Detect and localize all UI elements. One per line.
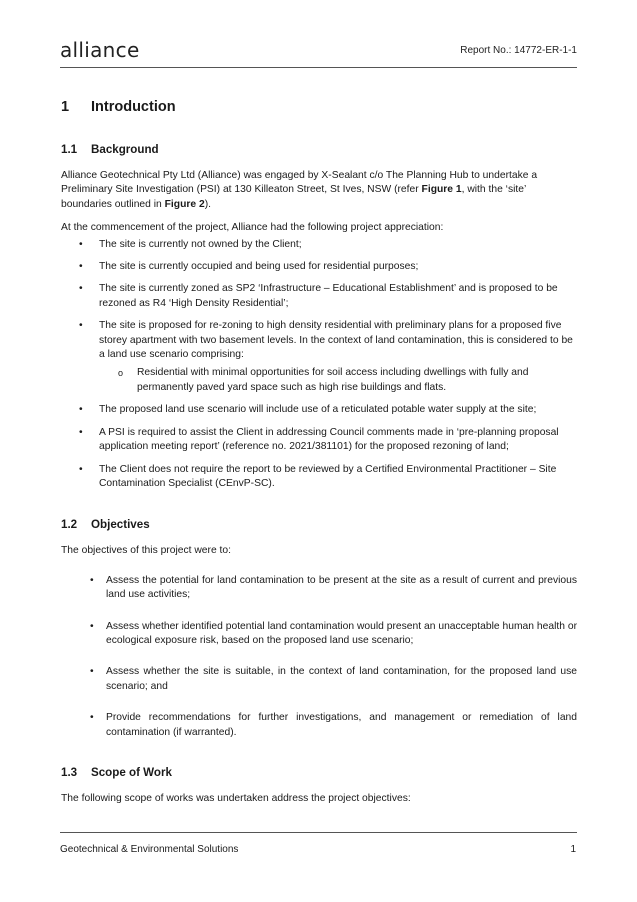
list-item-text: A PSI is required to assist the Client in addressing Council comments made in ‘pre-planning proposal application meeting report’ (reference no. 2021/381101) for the proposed rezoning of land; (99, 426, 559, 453)
subsection-title: Objectives (91, 518, 150, 532)
list-item-text: The site is currently occupied and being used for residential purposes; (99, 261, 419, 273)
background-paragraph (61, 169, 577, 212)
paragraph-text: Alliance Geotechnical Pty Ltd (Alliance) was engaged by X-Sealant c/o The Planning Hub to undertake a Preliminary Site Investigation (PSI) at 130 Killeaton Street, St Ives, NSW (refer (61, 170, 538, 196)
subsection-number: 1.3 (61, 765, 78, 779)
list-item-text: The site is currently not owned by the Client; (99, 238, 302, 250)
list-item-text: The proposed land use scenario will include use of a reticulated potable water supply at the site; (99, 404, 537, 416)
figure-reference: Figure 1 (421, 184, 462, 196)
section-number: 1 (61, 99, 70, 115)
list-item-text: The site is proposed for re-zoning to high density residential with preliminary plans for a proposed five storey apartment with two basement levels. In the context of land contamination, this is considered to be a land use scenario comprising: (99, 320, 573, 361)
list-item-text: The Client does not require the report to be reviewed by a Certified Environmental Practitioner – Site Contamination Specialist (CEnvP-SC). (99, 463, 557, 489)
figure-reference: Figure 2 (164, 198, 205, 210)
bullet-marker: • (79, 261, 83, 273)
bullet-marker: • (79, 238, 83, 250)
sub-list-item (61, 366, 577, 395)
subsection-number: 1.2 (61, 518, 78, 532)
bullet-marker: • (90, 620, 94, 632)
report-number: Report No.: 14772-ER-1-1 (460, 45, 577, 56)
list-item-text: The site is currently zoned as SP2 ‘Infrastructure – Educational Establishment’ and is proposed to be rezoned as R4 ‘High Density Residential’; (99, 283, 558, 309)
list-item (61, 238, 577, 252)
sub-bullet-marker: o (118, 368, 124, 379)
list-item (61, 426, 577, 455)
appreciation-intro: At the commencement of the project, Alliance had the following project appreciation: (61, 222, 444, 234)
list-item (61, 463, 577, 492)
subsection-title: Scope of Work (91, 765, 172, 779)
list-item-text: Assess whether the site is suitable, in the context of land contamination, for the proposed land use scenario; and (106, 666, 577, 692)
subsection-heading-background (61, 142, 577, 158)
page-number: 1 (570, 844, 576, 855)
section-title: Introduction (91, 99, 176, 115)
company-logo: alliance (60, 38, 140, 62)
list-item (61, 260, 577, 274)
paragraph-text: , with the ‘site’ boundaries outlined in (61, 184, 526, 210)
footer-tagline: Geotechnical & Environmental Solutions (60, 844, 239, 855)
footer-divider (60, 832, 577, 833)
scope-intro: The following scope of works was undertaken address the project objectives: (61, 792, 411, 804)
bullet-marker: • (90, 712, 94, 724)
bullet-marker: • (90, 666, 94, 678)
subsection-heading-objectives (61, 517, 577, 533)
list-item (61, 403, 577, 417)
objectives-list (61, 574, 577, 740)
section-heading-introduction (61, 96, 577, 118)
paragraph-text: ). (204, 198, 211, 210)
list-item-text: Assess the potential for land contamination to be present at the site as a result of current and previous land use activities; (106, 574, 577, 601)
list-item-text: Assess whether identified potential land contamination would present an unacceptable human health or ecological exposure risk, based on the proposed land use scenario; (106, 620, 577, 646)
objectives-intro: The objectives of this project were to: (61, 545, 231, 557)
subsection-title: Background (91, 143, 159, 156)
header-divider (60, 67, 577, 68)
bullet-marker: • (90, 574, 94, 586)
bullet-marker: • (79, 320, 83, 332)
bullet-marker: • (79, 463, 83, 475)
list-item (61, 620, 577, 649)
bullet-marker: • (79, 283, 83, 295)
bullet-marker: • (79, 426, 83, 438)
list-item (61, 282, 577, 311)
list-item-text: Provide recommendations for further investigations, and management or remediation of land contamination (if warranted). (106, 712, 577, 738)
list-item (61, 319, 577, 362)
list-item (61, 574, 577, 603)
appreciation-list (61, 238, 577, 492)
subsection-number: 1.1 (61, 143, 78, 156)
list-item (61, 665, 577, 694)
list-item-text: Residential with minimal opportunities for soil access including dwellings with fully and permanently paved yard space such as high rise buildings and flats. (137, 367, 529, 393)
bullet-marker: • (79, 404, 83, 416)
page-content (61, 96, 577, 806)
subsection-heading-scope (61, 765, 577, 781)
list-item (61, 711, 577, 740)
